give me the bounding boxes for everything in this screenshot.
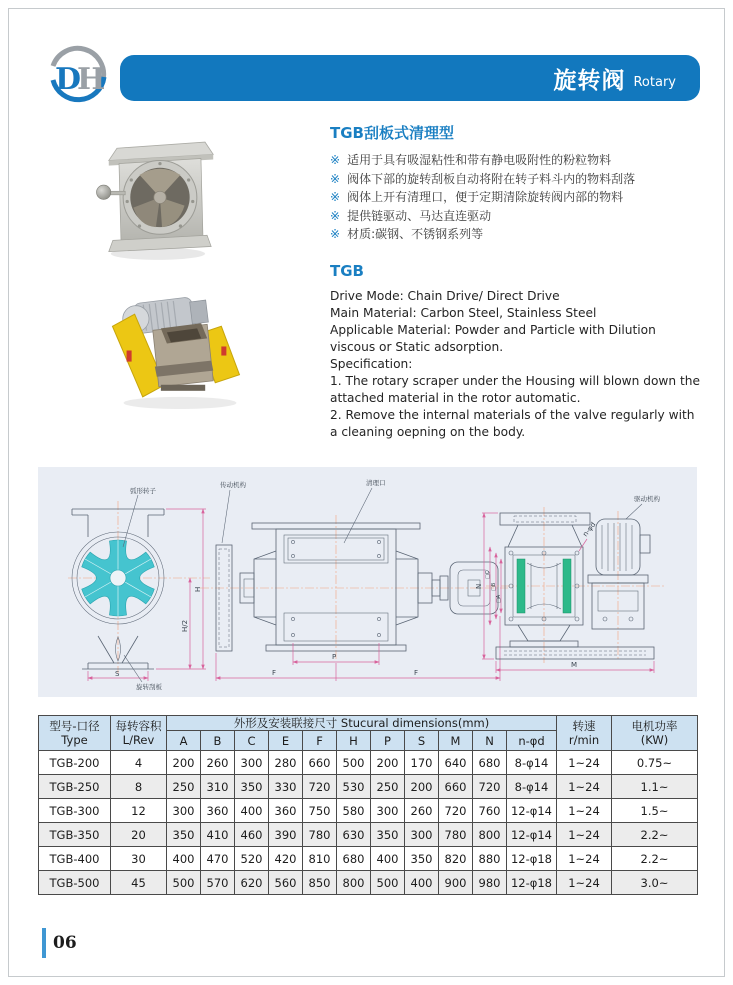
value-cell: 800 xyxy=(473,823,507,847)
feature-text: 适用于具有吸湿粘性和带有静电吸附性的粉粒物料 xyxy=(347,153,612,167)
table-row xyxy=(39,823,698,847)
dim-label-B: □B xyxy=(491,582,497,591)
value-cell: 1~24 xyxy=(557,775,612,799)
value-cell: 820 xyxy=(439,847,473,871)
label-rotary-scraper: 旋转刮板 xyxy=(136,683,162,691)
seal-strip-right xyxy=(563,559,571,613)
drawing-right-front xyxy=(475,494,666,673)
dim-label-N: N xyxy=(475,583,483,589)
dim-label-A: □A xyxy=(496,594,502,603)
seal-strip-left xyxy=(517,559,525,613)
value-cell: 780 xyxy=(439,823,473,847)
table-row xyxy=(39,871,698,895)
dim-label-H: H xyxy=(194,586,202,592)
feature-item xyxy=(330,151,702,170)
model-cell: TGB-300 xyxy=(39,799,111,823)
feature-text: 阀体上开有清理口，便于定期清除旋转阀内部的物料 xyxy=(347,190,624,204)
value-cell: 580 xyxy=(337,799,371,823)
value-cell: 260 xyxy=(405,799,439,823)
spec-text xyxy=(330,288,702,441)
value-cell: 1~24 xyxy=(557,751,612,775)
value-cell: 780 xyxy=(303,823,337,847)
dim-col-header: P xyxy=(371,731,405,751)
dim-label-F1: F xyxy=(272,669,277,677)
value-cell: 460 xyxy=(235,823,269,847)
value-cell: 12 xyxy=(111,799,167,823)
value-cell: 200 xyxy=(371,751,405,775)
value-cell: 680 xyxy=(337,847,371,871)
col-header-dimensions-group: 外形及安装联接尺寸 Stucural dimensions(mm) xyxy=(167,716,557,731)
rotor-shaft-hole xyxy=(110,570,126,586)
table-row xyxy=(39,751,698,775)
feature-text: 提供链驱动、马达直连驱动 xyxy=(347,208,492,223)
dim-col-header: H xyxy=(337,731,371,751)
feature-text: 材质:碳钢、不锈钢系列等 xyxy=(347,227,484,241)
value-cell: 360 xyxy=(269,799,303,823)
dim-col-header: M xyxy=(439,731,473,751)
value-cell: 1~24 xyxy=(557,823,612,847)
value-cell: 350 xyxy=(167,823,201,847)
value-cell: 1~24 xyxy=(557,847,612,871)
value-cell: 360 xyxy=(201,799,235,823)
banner-title-cn: 旋转阀 xyxy=(553,67,626,94)
label-cleaning-port: 清理口 xyxy=(366,479,386,487)
dim-col-header: C xyxy=(235,731,269,751)
value-cell: 350 xyxy=(235,775,269,799)
table-row xyxy=(39,847,698,871)
value-cell: 12-φ14 xyxy=(507,799,557,823)
value-cell: 400 xyxy=(235,799,269,823)
model-cell: TGB-350 xyxy=(39,823,111,847)
value-cell: 1~24 xyxy=(557,799,612,823)
dim-col-header: S xyxy=(405,731,439,751)
label-arc-rotor: 弧形转子 xyxy=(130,487,156,495)
value-cell: 280 xyxy=(269,751,303,775)
feature-item xyxy=(330,170,702,189)
value-cell: 400 xyxy=(371,847,405,871)
value-cell: 560 xyxy=(269,871,303,895)
value-cell: 2.2~ xyxy=(612,823,698,847)
value-cell: 12-φ14 xyxy=(507,823,557,847)
value-cell: 3.0~ xyxy=(612,871,698,895)
drawing-left-section xyxy=(68,486,210,691)
base-bar xyxy=(161,385,205,391)
value-cell: 20 xyxy=(111,823,167,847)
value-cell: 500 xyxy=(167,871,201,895)
value-cell: 500 xyxy=(337,751,371,775)
feature-list xyxy=(330,151,702,244)
feature-item xyxy=(330,188,702,207)
motor-fins xyxy=(602,523,632,571)
col-header-volume: 每转容积 L/Rev xyxy=(111,716,167,751)
valve-handle-knob xyxy=(96,185,110,199)
value-cell: 880 xyxy=(473,847,507,871)
logo-letter-d: D xyxy=(55,62,82,97)
value-cell: 1~24 xyxy=(557,871,612,895)
photo-shadow xyxy=(124,397,237,409)
spec-line: Applicable Material: Powder and Particle with Dilution viscous or Static adsorption. xyxy=(330,322,656,354)
value-cell: 720 xyxy=(473,775,507,799)
specs-title: TGB xyxy=(330,261,364,280)
value-cell: 720 xyxy=(439,799,473,823)
spec-line: 2. Remove the internal materials of the valve regularly with a cleaning oepning on the body. xyxy=(330,407,695,439)
dim-label-F2: F xyxy=(414,669,419,677)
col-header-power: 电机功率 (KW) xyxy=(612,716,698,751)
value-cell: 2.2~ xyxy=(612,847,698,871)
label-transmission: 传动机构 xyxy=(220,481,246,489)
value-cell: 810 xyxy=(303,847,337,871)
value-cell: 12-φ18 xyxy=(507,847,557,871)
value-cell: 8-φ14 xyxy=(507,751,557,775)
value-cell: 8 xyxy=(111,775,167,799)
spec-line: Specification: xyxy=(330,356,413,371)
value-cell: 410 xyxy=(201,823,235,847)
value-cell: 0.75~ xyxy=(612,751,698,775)
feature-item xyxy=(330,225,702,244)
dimension-drawing xyxy=(38,467,697,697)
dim-col-header: F xyxy=(303,731,337,751)
label-bolt-spec: n-φd xyxy=(581,520,598,539)
value-cell: 30 xyxy=(111,847,167,871)
value-cell: 760 xyxy=(473,799,507,823)
dim-label-S: S xyxy=(115,670,120,678)
value-cell: 400 xyxy=(405,871,439,895)
value-cell: 570 xyxy=(201,871,235,895)
value-cell: 720 xyxy=(303,775,337,799)
dim-label-P: P xyxy=(332,653,337,661)
text-column xyxy=(330,122,702,441)
value-cell: 500 xyxy=(371,871,405,895)
model-cell: TGB-400 xyxy=(39,847,111,871)
value-cell: 980 xyxy=(473,871,507,895)
warning-label xyxy=(127,350,132,361)
value-cell: 350 xyxy=(405,847,439,871)
product-photo-valve-front xyxy=(94,138,228,266)
value-cell: 350 xyxy=(371,823,405,847)
bullet-symbol: ※ xyxy=(330,227,341,241)
value-cell: 250 xyxy=(167,775,201,799)
col-header-speed: 转速 r/min xyxy=(557,716,612,751)
value-cell: 1.1~ xyxy=(612,775,698,799)
value-cell: 470 xyxy=(201,847,235,871)
value-cell: 8-φ14 xyxy=(507,775,557,799)
bullet-symbol: ※ xyxy=(330,190,341,204)
value-cell: 620 xyxy=(235,871,269,895)
value-cell: 300 xyxy=(405,823,439,847)
dimension-table xyxy=(38,715,698,895)
model-cell: TGB-500 xyxy=(39,871,111,895)
intro-title: TGB刮板式清理型 xyxy=(330,124,454,142)
dim-col-header: N xyxy=(473,731,507,751)
value-cell: 310 xyxy=(201,775,235,799)
technical-drawing-panel xyxy=(38,467,697,697)
model-cell: TGB-200 xyxy=(39,751,111,775)
spec-line: 1. The rotary scraper under the Housing will blown down the attached material in the rotor automatic. xyxy=(330,373,700,405)
section-banner xyxy=(120,55,700,101)
value-cell: 330 xyxy=(269,775,303,799)
value-cell: 170 xyxy=(405,751,439,775)
value-cell: 680 xyxy=(473,751,507,775)
footer-accent-bar xyxy=(42,928,46,958)
value-cell: 660 xyxy=(439,775,473,799)
bullet-symbol: ※ xyxy=(330,153,341,167)
value-cell: 1.5~ xyxy=(612,799,698,823)
feature-text: 阀体下部的旋转刮板自动将附在转子料斗内的物料刮落 xyxy=(347,171,636,186)
model-cell: TGB-250 xyxy=(39,775,111,799)
dim-label-M: M xyxy=(571,661,578,669)
dim-col-header: B xyxy=(201,731,235,751)
dim-col-header: A xyxy=(167,731,201,751)
feature-item xyxy=(330,207,702,226)
value-cell: 640 xyxy=(439,751,473,775)
value-cell: 750 xyxy=(303,799,337,823)
warning-label-2 xyxy=(221,346,226,355)
value-cell: 45 xyxy=(111,871,167,895)
value-cell: 420 xyxy=(269,847,303,871)
value-cell: 260 xyxy=(201,751,235,775)
value-cell: 200 xyxy=(405,775,439,799)
dim-label-H2: H/2 xyxy=(181,619,189,632)
col-header-type: 型号-口径 Type xyxy=(39,716,111,751)
bullet-symbol: ※ xyxy=(330,208,341,223)
value-cell: 300 xyxy=(235,751,269,775)
logo-letter-h: H xyxy=(77,62,106,97)
value-cell: 400 xyxy=(167,847,201,871)
spec-line: Drive Mode: Chain Drive/ Direct Drive xyxy=(330,288,560,303)
dim-label-C: □C xyxy=(485,570,491,579)
value-cell: 4 xyxy=(111,751,167,775)
bullet-symbol: ※ xyxy=(330,171,341,186)
value-cell: 250 xyxy=(371,775,405,799)
spec-line: Main Material: Carbon Steel, Stainless Steel xyxy=(330,305,597,320)
label-drive-unit: 驱动机构 xyxy=(634,495,660,503)
value-cell: 900 xyxy=(439,871,473,895)
drawing-middle-side xyxy=(200,478,508,681)
value-cell: 530 xyxy=(337,775,371,799)
rotor-hub xyxy=(154,191,166,203)
value-cell: 390 xyxy=(269,823,303,847)
value-cell: 800 xyxy=(337,871,371,895)
value-cell: 300 xyxy=(371,799,405,823)
table-row xyxy=(39,775,698,799)
page-number: 06 xyxy=(53,933,77,953)
value-cell: 300 xyxy=(167,799,201,823)
value-cell: 630 xyxy=(337,823,371,847)
dim-col-header: E xyxy=(269,731,303,751)
value-cell: 520 xyxy=(235,847,269,871)
dh-logo xyxy=(44,44,112,106)
banner-title-en: Rotary xyxy=(633,74,676,90)
page-footer xyxy=(42,928,77,958)
value-cell: 850 xyxy=(303,871,337,895)
value-cell: 660 xyxy=(303,751,337,775)
table-row xyxy=(39,799,698,823)
value-cell: 12-φ18 xyxy=(507,871,557,895)
product-photo-valve-drive xyxy=(104,288,256,414)
value-cell: 200 xyxy=(167,751,201,775)
dim-col-header: n-φd xyxy=(507,731,557,751)
